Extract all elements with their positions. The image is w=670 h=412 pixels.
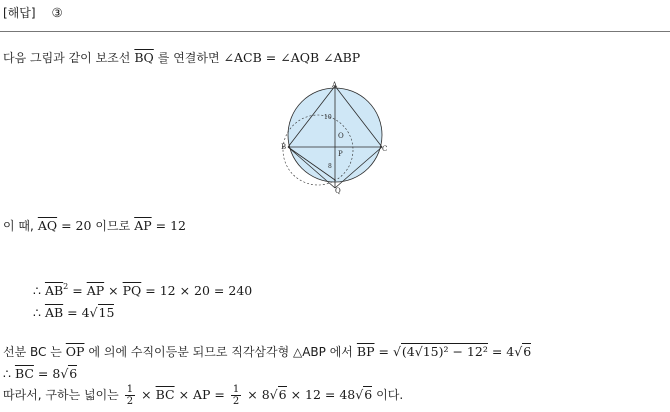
circle-figure (278, 80, 393, 195)
fraction-half-1: $\frac{1}{2}$ (126, 384, 134, 407)
intro-line: 다음 그림과 같이 보조선 $\overline{BQ}$ 를 연결하면 ∠ACB = ∠AQB ∠ABP (3, 50, 361, 65)
label-b: B (281, 143, 287, 151)
label-10: 10 (324, 114, 332, 121)
given-line: 이 때, $\overline{AQ} = 20$ 이므로 $\overline{AP} = 12$ (3, 218, 186, 233)
answer-mark: ③ (51, 5, 63, 20)
area-line: 따라서, 구하는 넓이는 $\frac{1}{2}$ × $\overline{BC}$ × AP = $\frac{1}{2}$ × 8√6 × 12 = 48√6 이다. (3, 384, 404, 407)
label-o: O (338, 132, 344, 140)
fraction-half-2: $\frac{1}{2}$ (232, 384, 240, 407)
step-ab-squared: ∴ $\overline{AB}^2 = \overline{AP} \times \overline{PQ} = 12 \times 20 = 240$ (33, 282, 253, 298)
bp-line: 선분 BC 는 $\overline{OP}$ 에 의에 수직이등분 되므로 직각삼각형 △ABP 에서 $\overline{BP} = √(4√15)^2 - 12^2 = 4√6$ (3, 344, 532, 359)
step-ab: ∴ $\overline{AB} = 4√15$ (33, 305, 115, 320)
answer-label: [해답] (3, 6, 36, 20)
label-8: 8 (328, 163, 332, 170)
label-a: A (332, 81, 338, 89)
label-q: Q (335, 187, 341, 195)
label-c: C (382, 145, 388, 153)
divider (0, 31, 670, 32)
answer-header (3, 5, 63, 21)
label-p: P (338, 150, 343, 158)
bc-line: ∴ $\overline{BC} = 8√6$ (3, 366, 78, 381)
